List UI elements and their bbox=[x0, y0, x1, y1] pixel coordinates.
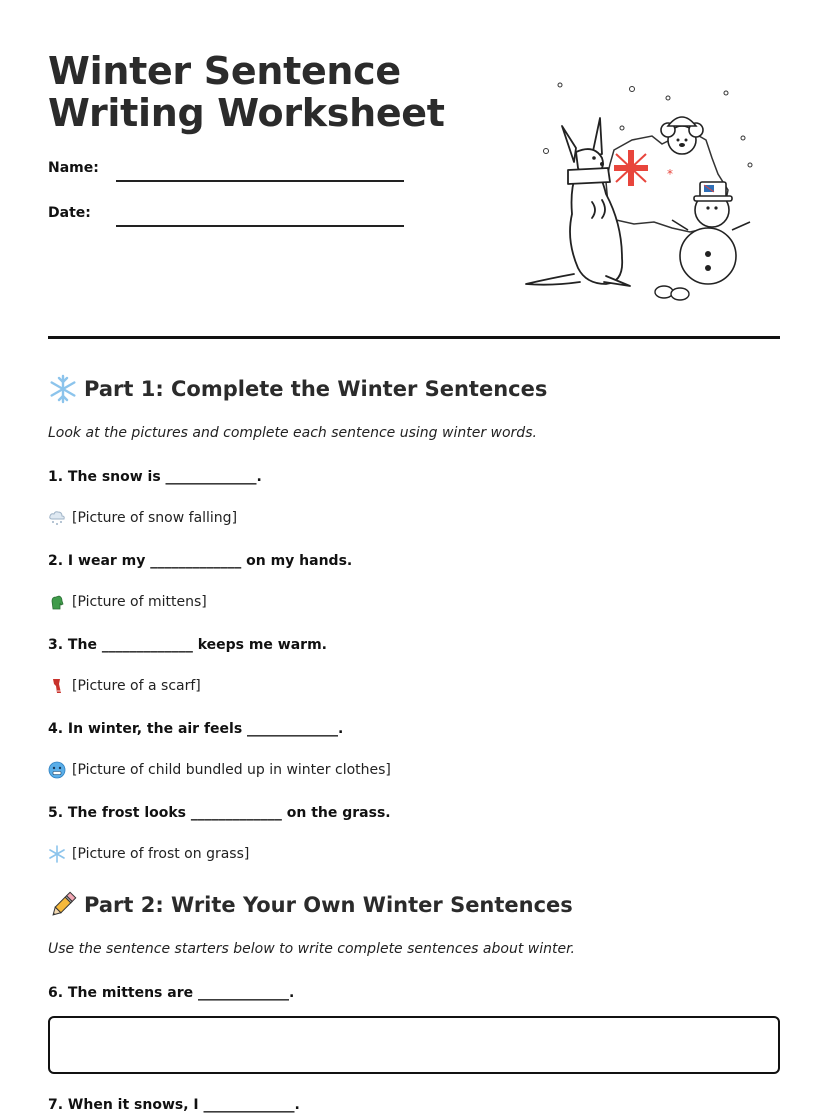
picture-2 bbox=[48, 593, 207, 611]
svg-text:*: * bbox=[667, 167, 673, 181]
picture-5 bbox=[48, 845, 249, 863]
question-4: 4. In winter, the air feels _____________. bbox=[48, 721, 344, 737]
question-7: 7. When it snows, I _____________. bbox=[48, 1097, 300, 1113]
part1-title-text: Part 1: Complete the Winter Sentences bbox=[84, 377, 548, 401]
question-2: 2. I wear my _____________ on my hands. bbox=[48, 553, 353, 569]
picture-3 bbox=[48, 677, 201, 695]
picture-5-text: [Picture of frost on grass] bbox=[72, 846, 250, 862]
picture-1-text: [Picture of snow falling] bbox=[72, 510, 238, 526]
snowflake-icon bbox=[48, 374, 78, 404]
name-field-line[interactable] bbox=[116, 180, 404, 182]
date-field-line[interactable] bbox=[116, 225, 404, 227]
part2-title-text: Part 2: Write Your Own Winter Sentences bbox=[84, 893, 573, 917]
question-1: 1. The snow is _____________. bbox=[48, 469, 262, 485]
part1-title bbox=[48, 374, 547, 404]
winter-animals-illustration bbox=[522, 78, 762, 308]
question-3: 3. The _____________ keeps me warm. bbox=[48, 637, 327, 653]
name-label: Name: bbox=[48, 160, 99, 176]
picture-2-text: [Picture of mittens] bbox=[72, 594, 207, 610]
gloves-icon bbox=[48, 593, 66, 611]
part2-instructions: Use the sentence starters below to write complete sentences about winter. bbox=[48, 941, 576, 957]
part2-title bbox=[48, 890, 573, 920]
date-label: Date: bbox=[48, 205, 91, 221]
title-line-2: Writing Worksheet bbox=[48, 91, 445, 135]
picture-3-text: [Picture of a scarf] bbox=[72, 678, 201, 694]
answer-box-6[interactable] bbox=[48, 1016, 780, 1074]
cold-face-icon bbox=[48, 761, 66, 779]
snowflake-small-icon bbox=[48, 845, 66, 863]
part1-instructions: Look at the pictures and complete each sentence using winter words. bbox=[48, 425, 537, 441]
picture-4 bbox=[48, 761, 391, 779]
picture-1 bbox=[48, 509, 237, 527]
section-divider bbox=[48, 336, 780, 339]
picture-4-text: [Picture of child bundled up in winter clothes] bbox=[72, 762, 391, 778]
pencil-icon bbox=[48, 890, 78, 920]
question-6: 6. The mittens are _____________. bbox=[48, 985, 295, 1001]
question-5: 5. The frost looks _____________ on the grass. bbox=[48, 805, 391, 821]
scarf-icon bbox=[48, 677, 66, 695]
snow-cloud-icon bbox=[48, 509, 66, 527]
title-line-1: Winter Sentence bbox=[48, 49, 401, 93]
worksheet-title bbox=[48, 50, 468, 134]
